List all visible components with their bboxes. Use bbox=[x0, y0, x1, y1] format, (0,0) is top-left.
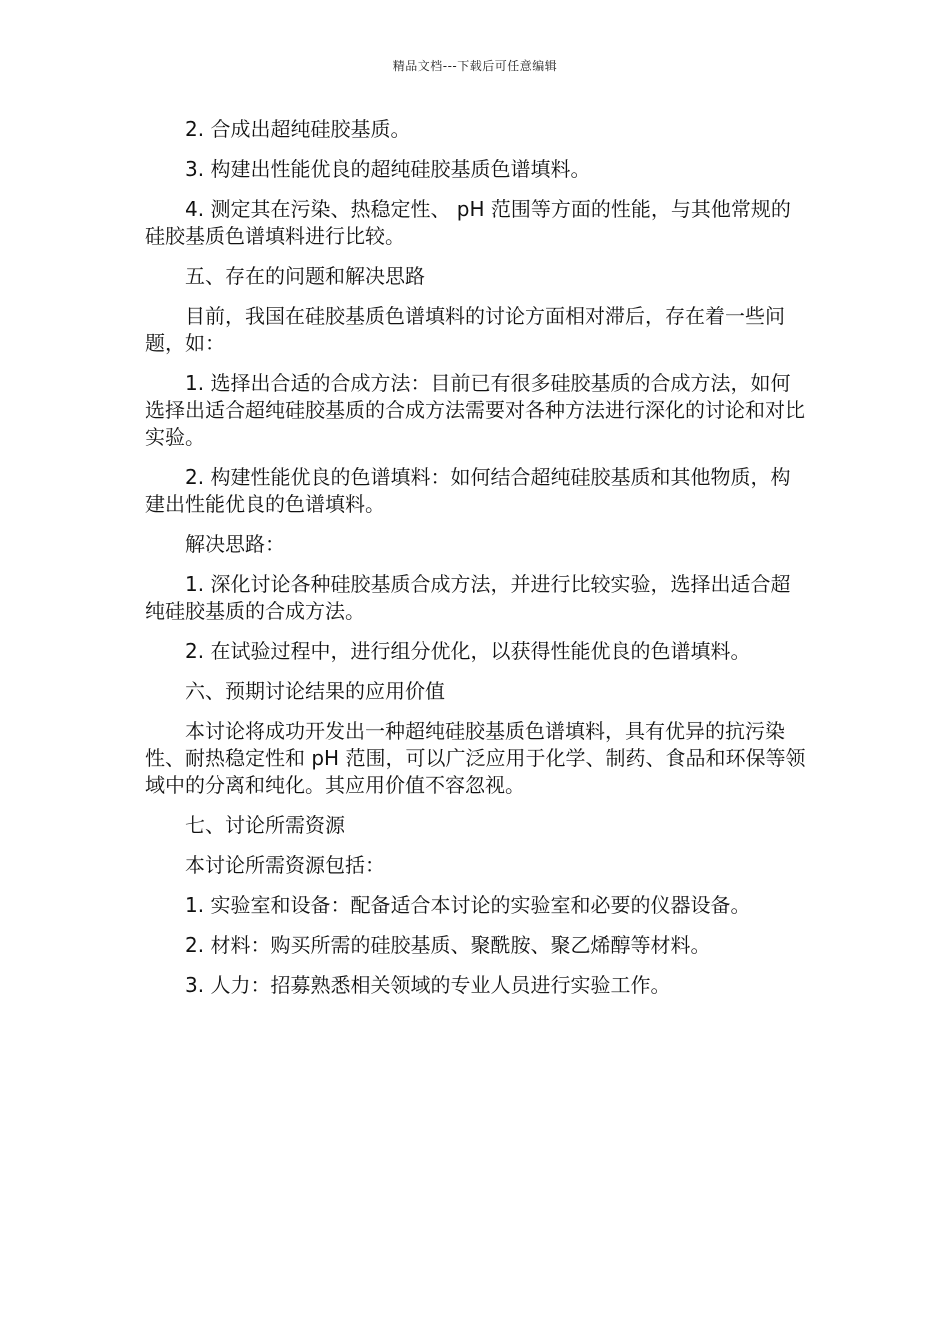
list-item-resource-materials: 2. 材料：购买所需的硅胶基质、聚酰胺、聚乙烯醇等材料。 bbox=[185, 933, 711, 957]
page-header: 精品文档---下载后可任意编辑 bbox=[392, 59, 558, 73]
subheading-solutions: 解决思路： bbox=[185, 532, 285, 556]
paragraph-resources-intro: 本讨论所需资源包括： bbox=[185, 853, 385, 877]
list-item-resource-personnel: 3. 人力：招募熟悉相关领域的专业人员进行实验工作。 bbox=[185, 973, 671, 997]
list-item-solution-optimization: 2. 在试验过程中，进行组分优化，以获得性能优良的色谱填料。 bbox=[185, 639, 751, 663]
list-item-measure-performance: 4. 测定其在污染、热稳定性、 pH 范围等方面的性能，与其他常规的硅胶基质色谱填料进行比较。 bbox=[145, 197, 791, 248]
list-item-synthesize-silica: 2. 合成出超纯硅胶基质。 bbox=[185, 117, 411, 141]
list-item-solution-methods: 1. 深化讨论各种硅胶基质合成方法，并进行比较实验，选择出适合超纯硅胶基质的合成方法。 bbox=[145, 572, 791, 623]
document-body bbox=[145, 116, 810, 1012]
section-heading-resources: 七、讨论所需资源 bbox=[185, 813, 345, 837]
paragraph-application-value: 本讨论将成功开发出一种超纯硅胶基质色谱填料，具有优异的抗污染性、耐热稳定性和 pH 范围，可以广泛应用于化学、制药、食品和环保等领域中的分离和纯化。其应用价值不容忽视。 bbox=[145, 719, 806, 797]
list-item-build-packing: 3. 构建出性能优良的超纯硅胶基质色谱填料。 bbox=[185, 157, 591, 181]
section-heading-problems: 五、存在的问题和解决思路 bbox=[185, 264, 425, 288]
paragraph-problems-intro: 目前，我国在硅胶基质色谱填料的讨论方面相对滞后，存在着一些问题，如： bbox=[145, 304, 785, 355]
list-item-resource-lab: 1. 实验室和设备：配备适合本讨论的实验室和必要的仪器设备。 bbox=[185, 893, 751, 917]
list-item-problem-packing: 2. 构建性能优良的色谱填料：如何结合超纯硅胶基质和其他物质，构建出性能优良的色谱填料。 bbox=[145, 465, 791, 516]
section-heading-application-value: 六、预期讨论结果的应用价值 bbox=[185, 679, 445, 703]
list-item-problem-synthesis-method: 1. 选择出合适的合成方法：目前已有很多硅胶基质的合成方法，如何选择出适合超纯硅胶基质的合成方法需要对各种方法进行深化的讨论和对比实验。 bbox=[145, 371, 805, 449]
